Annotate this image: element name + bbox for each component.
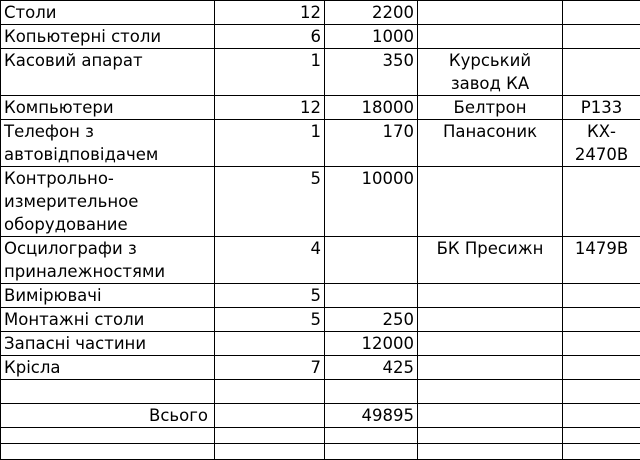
table-row: [1, 284, 640, 308]
price-cell[interactable]: [325, 380, 418, 404]
price-cell[interactable]: 250: [325, 308, 418, 332]
model-cell[interactable]: [563, 284, 640, 308]
model-cell[interactable]: [563, 332, 640, 356]
manufacturer-cell[interactable]: БК Пресижн: [418, 237, 563, 284]
total-label-cell[interactable]: Всього: [1, 404, 215, 428]
table-row: [1, 49, 640, 96]
price-cell[interactable]: [325, 428, 418, 444]
table-row: [1, 332, 640, 356]
model-cell[interactable]: [563, 49, 640, 96]
price-cell[interactable]: 12000: [325, 332, 418, 356]
item-name-cell[interactable]: [1, 444, 215, 460]
price-cell[interactable]: 10000: [325, 167, 418, 237]
model-cell[interactable]: [563, 404, 640, 428]
model-cell[interactable]: [563, 308, 640, 332]
table-row: [1, 444, 640, 460]
price-cell[interactable]: 2200: [325, 1, 418, 25]
table-row: [1, 237, 640, 284]
manufacturer-cell[interactable]: [418, 428, 563, 444]
quantity-cell[interactable]: 5: [215, 284, 325, 308]
table-row: [1, 1, 640, 25]
total-price-cell[interactable]: 49895: [325, 404, 418, 428]
price-cell[interactable]: [325, 237, 418, 284]
model-cell[interactable]: 1479В: [563, 237, 640, 284]
quantity-cell[interactable]: 4: [215, 237, 325, 284]
manufacturer-cell[interactable]: [418, 356, 563, 380]
quantity-cell[interactable]: [215, 444, 325, 460]
quantity-cell[interactable]: [215, 428, 325, 444]
table-row: [1, 96, 640, 120]
table-row: [1, 120, 640, 167]
quantity-cell[interactable]: 6: [215, 25, 325, 49]
model-cell[interactable]: [563, 1, 640, 25]
quantity-cell[interactable]: 7: [215, 356, 325, 380]
item-name-cell[interactable]: Крісла: [1, 356, 215, 380]
manufacturer-cell[interactable]: [418, 284, 563, 308]
table-row: [1, 167, 640, 237]
item-name-cell[interactable]: Запасні частини: [1, 332, 215, 356]
item-name-cell[interactable]: Вимірювачі: [1, 284, 215, 308]
price-cell[interactable]: 350: [325, 49, 418, 96]
manufacturer-cell[interactable]: Панасоник: [418, 120, 563, 167]
item-name-cell[interactable]: Компьютери: [1, 96, 215, 120]
quantity-cell[interactable]: [215, 332, 325, 356]
model-cell[interactable]: [563, 380, 640, 404]
table-row: [1, 356, 640, 380]
table-row: [1, 25, 640, 49]
manufacturer-cell[interactable]: [418, 332, 563, 356]
table-row: [1, 380, 640, 404]
item-name-cell[interactable]: [1, 428, 215, 444]
quantity-cell[interactable]: 5: [215, 308, 325, 332]
model-cell[interactable]: Р133: [563, 96, 640, 120]
quantity-cell[interactable]: 12: [215, 1, 325, 25]
manufacturer-cell[interactable]: [418, 404, 563, 428]
manufacturer-cell[interactable]: Белтрон: [418, 96, 563, 120]
item-name-cell[interactable]: Контрольно- измерительное оборудование: [1, 167, 215, 237]
item-name-cell[interactable]: Телефон з автовідповідачем: [1, 120, 215, 167]
model-cell[interactable]: [563, 428, 640, 444]
item-name-cell[interactable]: Монтажні столи: [1, 308, 215, 332]
manufacturer-cell[interactable]: Курський завод КА: [418, 49, 563, 96]
model-cell[interactable]: КХ- 2470В: [563, 120, 640, 167]
model-cell[interactable]: [563, 167, 640, 237]
price-cell[interactable]: [325, 444, 418, 460]
model-cell[interactable]: [563, 356, 640, 380]
model-cell[interactable]: [563, 25, 640, 49]
manufacturer-cell[interactable]: [418, 308, 563, 332]
quantity-cell[interactable]: 12: [215, 96, 325, 120]
quantity-cell[interactable]: [215, 380, 325, 404]
table-row: [1, 308, 640, 332]
item-name-cell[interactable]: Осцилографи з приналежностями: [1, 237, 215, 284]
manufacturer-cell[interactable]: [418, 167, 563, 237]
manufacturer-cell[interactable]: [418, 444, 563, 460]
price-cell[interactable]: 170: [325, 120, 418, 167]
quantity-cell[interactable]: 5: [215, 167, 325, 237]
item-name-cell[interactable]: Касовий апарат: [1, 49, 215, 96]
item-name-cell[interactable]: Столи: [1, 1, 215, 25]
quantity-cell[interactable]: 1: [215, 120, 325, 167]
item-name-cell[interactable]: [1, 380, 215, 404]
quantity-cell[interactable]: 1: [215, 49, 325, 96]
manufacturer-cell[interactable]: [418, 1, 563, 25]
price-cell[interactable]: [325, 284, 418, 308]
item-name-cell[interactable]: Копьютерні столи: [1, 25, 215, 49]
manufacturer-cell[interactable]: [418, 25, 563, 49]
price-cell[interactable]: 1000: [325, 25, 418, 49]
total-row: [1, 404, 640, 428]
table-row: [1, 428, 640, 444]
model-cell[interactable]: [563, 444, 640, 460]
price-cell[interactable]: 425: [325, 356, 418, 380]
price-cell[interactable]: 18000: [325, 96, 418, 120]
quantity-cell[interactable]: [215, 404, 325, 428]
manufacturer-cell[interactable]: [418, 380, 563, 404]
